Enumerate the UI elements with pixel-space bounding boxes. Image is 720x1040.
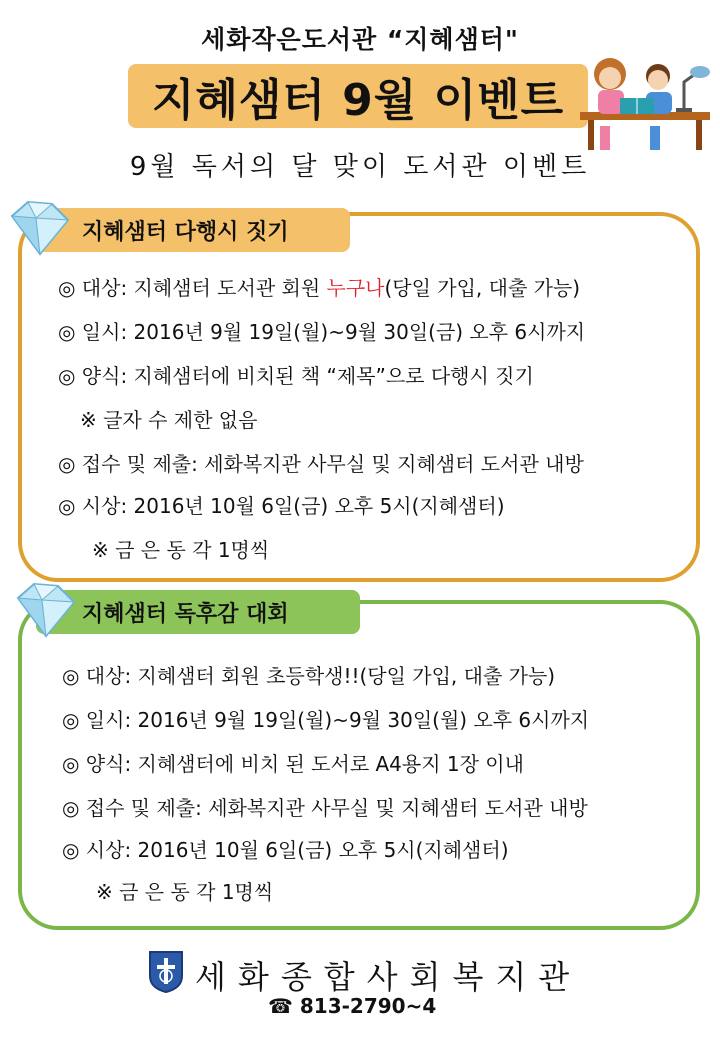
event2-line-date: ◎ 일시: 2016년 9월 19일(월)~9월 30일(월) 오후 6시까지 bbox=[62, 708, 590, 732]
org-logo-icon bbox=[148, 950, 184, 994]
event1-tab bbox=[36, 208, 350, 252]
event2-line-award: ◎ 시상: 2016년 10월 6일(금) 오후 5시(지혜샘터) bbox=[62, 838, 509, 862]
event2-line-prize: ※ 금 은 동 각 1명씩 bbox=[96, 880, 274, 904]
org-name: 세화종합사회복지관 bbox=[195, 958, 582, 996]
page-title bbox=[128, 64, 588, 128]
event1-box bbox=[18, 212, 700, 582]
event1-line-format: ◎ 양식: 지혜샘터에 비치된 책 “제목”으로 다행시 짓기 bbox=[58, 364, 534, 388]
event2-tab-label: 지혜샘터 독후감 대회 bbox=[82, 601, 289, 627]
diamond-icon bbox=[6, 198, 72, 258]
org-phone: ☎ 813-2790~4 bbox=[268, 994, 437, 1018]
event1-line-target-post: (당일 가입, 대출 가능) bbox=[384, 276, 581, 300]
event1-line-date: ◎ 일시: 2016년 9월 19일(월)~9월 30일(금) 오후 6시까지 bbox=[58, 320, 586, 344]
event2-tab bbox=[36, 590, 360, 634]
event2-line-format: ◎ 양식: 지혜샘터에 비치 된 도서로 A4용지 1장 이내 bbox=[62, 752, 524, 776]
event2-line-submit: ◎ 접수 및 제출: 세화복지관 사무실 및 지혜샘터 도서관 내방 bbox=[62, 796, 588, 820]
event1-line-prize: ※ 금 은 동 각 1명씩 bbox=[92, 538, 270, 562]
event1-tab-label: 지혜샘터 다행시 짓기 bbox=[82, 219, 289, 245]
page-title-text: 지혜샘터 9월 이벤트 bbox=[151, 75, 565, 126]
event2-line-target: ◎ 대상: 지혜샘터 회원 초등학생!!(당일 가입, 대출 가능) bbox=[62, 664, 556, 688]
event1-line-award: ◎ 시상: 2016년 10월 6일(금) 오후 5시(지혜샘터) bbox=[58, 494, 505, 518]
event1-line-note: ※ 글자 수 제한 없음 bbox=[80, 408, 258, 432]
header-subtitle: 세화작은도서관 “지혜샘터" bbox=[201, 25, 519, 54]
event1-line-submit: ◎ 접수 및 제출: 세화복지관 사무실 및 지혜샘터 도서관 내방 bbox=[58, 452, 584, 476]
readers-illustration bbox=[580, 42, 710, 152]
event1-line-target-pre: ◎ 대상: 지혜샘터 도서관 회원 bbox=[58, 276, 327, 300]
diamond-icon bbox=[12, 580, 78, 640]
event1-line-target-accent: 누구나 bbox=[326, 276, 385, 300]
tagline: 9월 독서의 달 맞이 도서관 이벤트 bbox=[129, 152, 591, 182]
event1-line-target bbox=[58, 272, 580, 301]
